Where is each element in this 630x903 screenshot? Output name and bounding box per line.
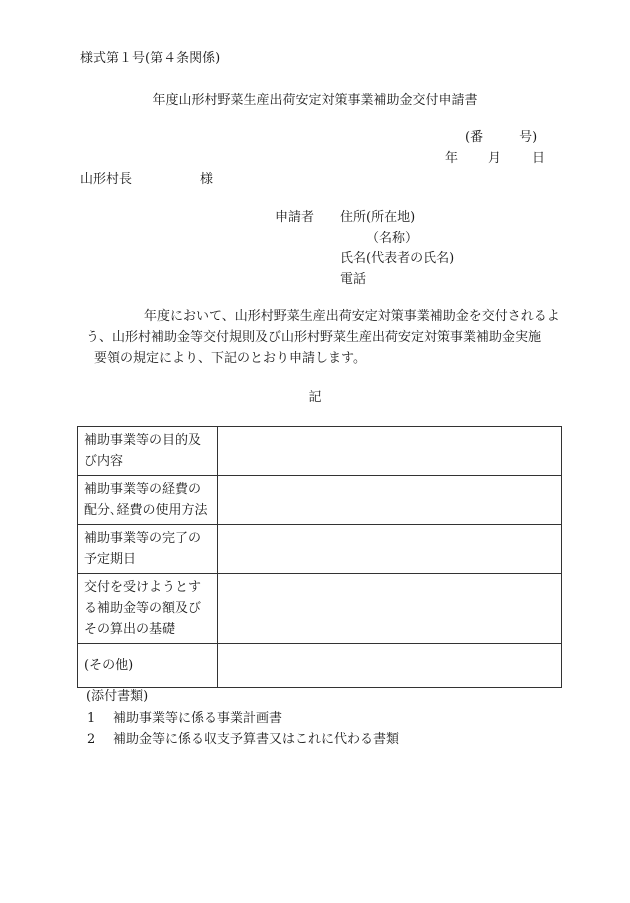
row-value[interactable] bbox=[217, 644, 561, 688]
row-label-line: 補助事業等の目的及 bbox=[84, 433, 202, 448]
body-line-1: 年度において、山形村野菜生産出荷安定対策事業補助金を交付されるよ bbox=[144, 309, 560, 324]
row-value[interactable] bbox=[217, 574, 561, 644]
date-line bbox=[445, 152, 545, 165]
table-row bbox=[78, 525, 562, 574]
row-label bbox=[78, 427, 218, 476]
items-table bbox=[77, 426, 562, 688]
attachment-text: 補助金等に係る収支予算書又はこれに代わる書類 bbox=[113, 732, 400, 747]
applicant-label: 申請者 bbox=[275, 210, 315, 225]
reference-number-open: (番 bbox=[465, 130, 484, 145]
date-month: 月 bbox=[488, 151, 502, 166]
applicant-representative: 氏名(代表者の氏名) bbox=[340, 251, 455, 266]
attachment-text: 補助事業等に係る事業計画書 bbox=[113, 711, 283, 726]
row-value[interactable] bbox=[217, 525, 561, 574]
row-label bbox=[78, 525, 218, 574]
row-value[interactable] bbox=[217, 427, 561, 476]
row-label-line: る補助金等の額及び bbox=[84, 601, 202, 616]
attachment-number: 1 bbox=[87, 711, 96, 726]
row-value[interactable] bbox=[217, 476, 561, 525]
ki-heading: 記 bbox=[308, 390, 322, 405]
row-label-line: 補助事業等の完了の bbox=[84, 531, 202, 546]
date-day: 日 bbox=[532, 151, 546, 166]
row-label bbox=[78, 476, 218, 525]
row-label-line: び内容 bbox=[84, 454, 124, 469]
attachment-item bbox=[87, 733, 399, 746]
attachment-number: 2 bbox=[87, 732, 96, 747]
row-label bbox=[78, 574, 218, 644]
table-row bbox=[78, 427, 562, 476]
applicant-phone: 電話 bbox=[340, 272, 367, 287]
applicant-address: 住所(所在地) bbox=[340, 210, 416, 225]
table-row bbox=[78, 476, 562, 525]
reference-number-close: 号) bbox=[519, 130, 538, 145]
date-year: 年 bbox=[445, 151, 459, 166]
row-label-line: 配分､経費の使用方法 bbox=[84, 503, 208, 518]
row-label-line: その算出の基礎 bbox=[84, 622, 176, 637]
row-label-line: (その他) bbox=[84, 658, 134, 673]
table-row bbox=[78, 574, 562, 644]
addressee bbox=[80, 173, 213, 186]
form-number: 様式第１号(第４条関係) bbox=[80, 51, 221, 66]
row-label-line: 予定期日 bbox=[84, 552, 137, 567]
addressee-honorific: 様 bbox=[200, 172, 214, 187]
attachments-title: (添付書類) bbox=[86, 689, 149, 704]
row-label bbox=[78, 644, 218, 688]
table-row bbox=[78, 644, 562, 688]
attachment-item bbox=[87, 712, 282, 725]
row-label-line: 補助事業等の経費の bbox=[84, 482, 202, 497]
document-title: 年度山形村野菜生産出荷安定対策事業補助金交付申請書 bbox=[152, 93, 478, 108]
body-text bbox=[86, 306, 570, 369]
body-line-2: う、山形村補助金等交付規則及び山形村野菜生産出荷安定対策事業補助金実施 bbox=[86, 330, 542, 345]
reference-number bbox=[465, 131, 537, 144]
applicant-name: （名称） bbox=[366, 231, 419, 246]
addressee-name: 山形村長 bbox=[80, 172, 133, 187]
body-line-3: 要領の規定により、下記のとおり申請します。 bbox=[94, 351, 366, 366]
row-label-line: 交付を受けようとす bbox=[84, 580, 202, 595]
